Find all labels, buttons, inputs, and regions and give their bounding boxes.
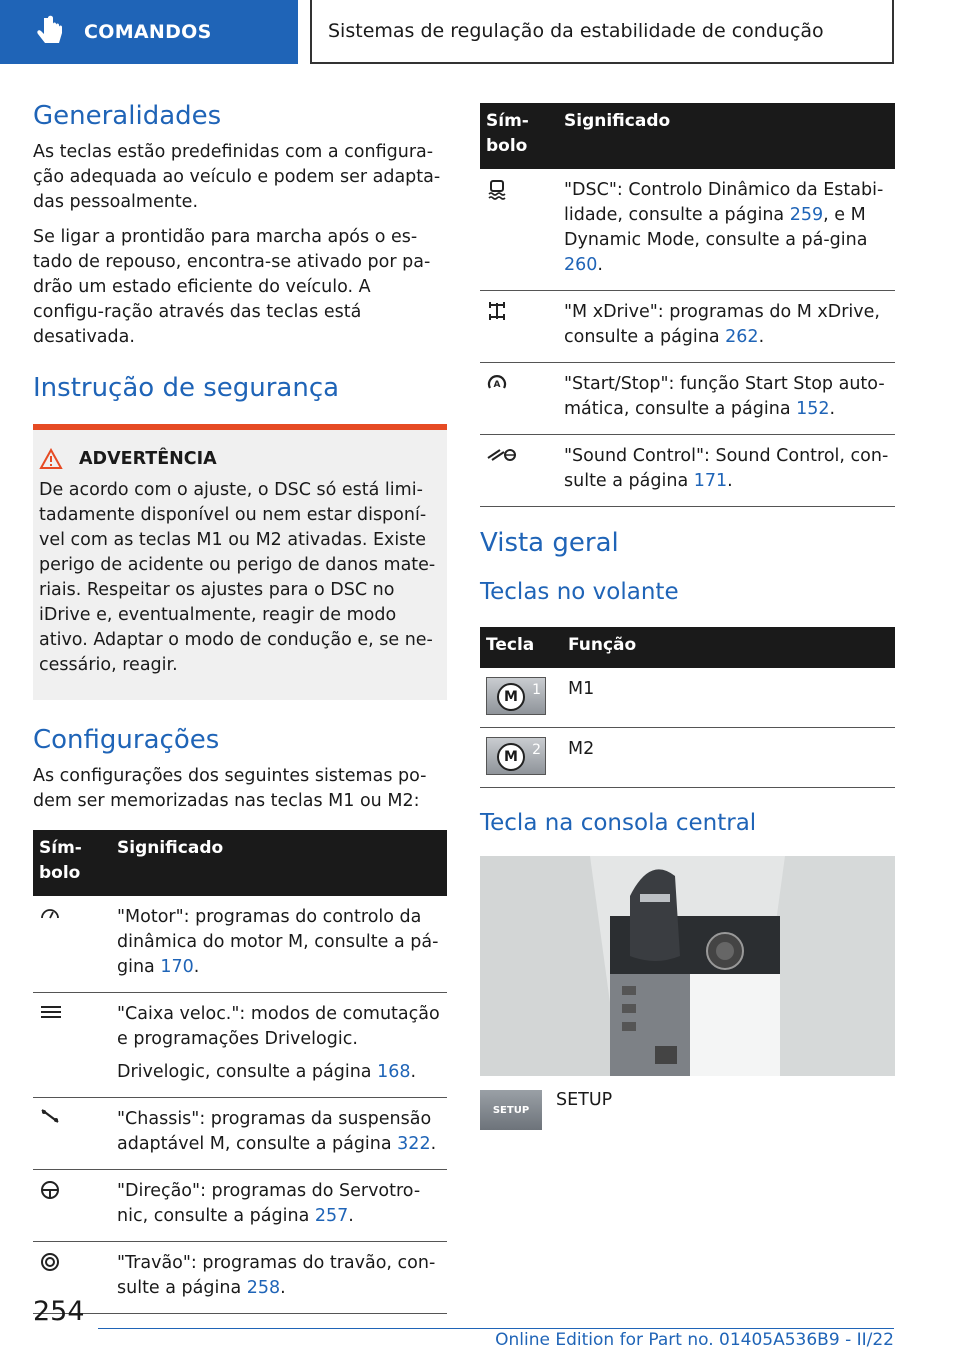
paragraph: As configurações dos seguintes sistemas po-dem ser memorizadas nas teclas M1 ou M2: <box>33 766 427 811</box>
punct: . <box>193 957 200 977</box>
punct: . <box>348 1206 354 1226</box>
punct: . <box>280 1278 286 1298</box>
hand-pointer-icon <box>30 12 70 52</box>
page-link[interactable]: 152 <box>796 399 830 419</box>
table-row <box>480 728 895 788</box>
warning-text: De acordo com o ajuste, o DSC só está limi-tadamente disponível ou nem estar disponí-vel com as teclas M1 ou M2 ativadas. Existe perigo de acidente ou perigo de danos mate-riais. Respeitar os ajustes para o DSC no iDrive e, eventualmente, reagir de modo ativo. Adaptar o modo de condução e, se ne-cessário, reagir. <box>39 480 436 675</box>
table-row <box>33 993 447 1098</box>
col-function: Função <box>562 627 895 668</box>
page-link[interactable]: 171 <box>693 471 728 491</box>
key-function: M2 <box>562 728 895 788</box>
key-function: M1 <box>562 668 895 728</box>
page-link[interactable]: 259 <box>789 205 824 225</box>
brake-icon <box>39 1251 61 1273</box>
footer-divider <box>98 1328 894 1329</box>
punct: . <box>727 471 733 491</box>
dsc-icon <box>486 178 508 200</box>
keys-table <box>480 627 895 788</box>
subheading-volante: Teclas no volante <box>480 579 679 605</box>
center-console-photo <box>480 856 895 1076</box>
heading-configuracoes: Configurações <box>33 725 220 755</box>
heading-generalidades: Generalidades <box>33 101 222 131</box>
m1-button-image <box>486 677 546 715</box>
xdrive-icon <box>486 300 508 322</box>
edition-info: Online Edition for Part no. 01405A536B9 - II/22 <box>495 1330 894 1350</box>
page-link[interactable]: 258 <box>246 1278 281 1298</box>
right-column <box>480 103 895 1130</box>
table-row <box>33 1170 447 1242</box>
start-stop-icon <box>486 372 508 394</box>
sound-control-icon <box>486 444 520 464</box>
punct: . <box>829 399 836 419</box>
row-text: "Motor": programas do controlo da dinâmica do motor M, consulte a pá-gina <box>117 907 439 977</box>
page-link[interactable]: 322 <box>397 1134 431 1154</box>
warning-box <box>33 424 447 700</box>
punct: . <box>410 1062 417 1082</box>
setup-label: SETUP <box>556 1090 613 1110</box>
page-link[interactable]: 170 <box>160 957 194 977</box>
table-row <box>480 291 895 363</box>
punct: . <box>758 327 765 347</box>
table-row <box>480 668 895 728</box>
badge-number: 1 <box>532 682 541 698</box>
badge-number: 2 <box>532 742 541 758</box>
row-text: "Start/Stop": função Start Stop auto-mática, consulte a página <box>564 374 885 419</box>
page-number: 254 <box>33 1296 85 1327</box>
row-text: "M xDrive": programas do M xDrive, consulte a página <box>564 302 880 347</box>
setup-button-image: SETUP <box>480 1090 542 1130</box>
settings-table <box>33 830 447 1314</box>
page-link[interactable]: 257 <box>314 1206 349 1226</box>
row-text: "Direção": programas do Servotro-nic, consulte a página <box>117 1181 421 1226</box>
punct: . <box>597 255 603 275</box>
settings-table-continued <box>480 103 895 507</box>
chapter-title: Sistemas de regulação da estabilidade de condução <box>310 0 894 64</box>
row-text: "Chassis": programas da suspensão adaptável M, consulte a página <box>117 1109 432 1154</box>
row-text: "Travão": programas do travão, con-sulte a página <box>117 1253 436 1298</box>
m-badge: M <box>497 683 525 711</box>
paragraph: As teclas estão predefinidas com a configura-ção adequada ao veículo e podem ser adapta-das pessoalmente. <box>33 142 441 212</box>
row-text: , e M Dynamic Mode, consulte a pá-gina <box>564 205 868 250</box>
warning-triangle-icon <box>39 448 63 470</box>
table-row <box>33 1242 447 1314</box>
warning-header <box>39 448 437 470</box>
chassis-icon <box>39 1107 61 1125</box>
console-illustration <box>480 856 895 1076</box>
steering-icon <box>39 1179 61 1201</box>
paragraph: Se ligar a prontidão para marcha após o es-tado de repouso, encontra-se ativado por pa-drão um estado eficiente do veículo. A configu-ração através das teclas está desativada. <box>33 227 431 347</box>
page-link[interactable]: 260 <box>564 255 598 275</box>
table-row <box>480 169 895 291</box>
svg-text:A: A <box>493 380 501 390</box>
page-link[interactable]: 262 <box>725 327 759 347</box>
table-row <box>480 363 895 435</box>
col-symbol: Sím-bolo <box>480 103 558 169</box>
heading-seguranca: Instrução de segurança <box>33 373 340 403</box>
table-row <box>33 1098 447 1170</box>
gearbox-icon <box>39 1002 63 1020</box>
punct: . <box>430 1134 437 1154</box>
col-meaning: Significado <box>558 103 895 169</box>
setup-row <box>480 1090 895 1130</box>
page-link[interactable]: 168 <box>377 1062 411 1082</box>
heading-vista-geral: Vista geral <box>480 528 619 558</box>
m-badge: M <box>497 743 525 771</box>
row-text: "DSC": Controlo Dinâmico da Estabi-lidade, consulte a página <box>564 180 884 225</box>
col-key: Tecla <box>480 627 562 668</box>
row-text: "Caixa veloc.": modos de comutação e programações Drivelogic. <box>117 1004 440 1049</box>
row-text: "Sound Control": Sound Control, con-sulte a página <box>564 446 889 491</box>
table-row <box>480 435 895 507</box>
row-text: Drivelogic, consulte a página <box>117 1062 378 1082</box>
table-row <box>33 896 447 993</box>
col-symbol: Sím-bolo <box>33 830 111 896</box>
section-tab <box>0 0 298 64</box>
warning-title: ADVERTÊNCIA <box>79 449 217 469</box>
left-column <box>33 100 447 1314</box>
subheading-consola: Tecla na consola central <box>480 810 757 836</box>
section-label: COMANDOS <box>84 21 212 43</box>
engine-icon <box>39 906 61 922</box>
m2-button-image <box>486 737 546 775</box>
col-meaning: Significado <box>111 830 447 896</box>
